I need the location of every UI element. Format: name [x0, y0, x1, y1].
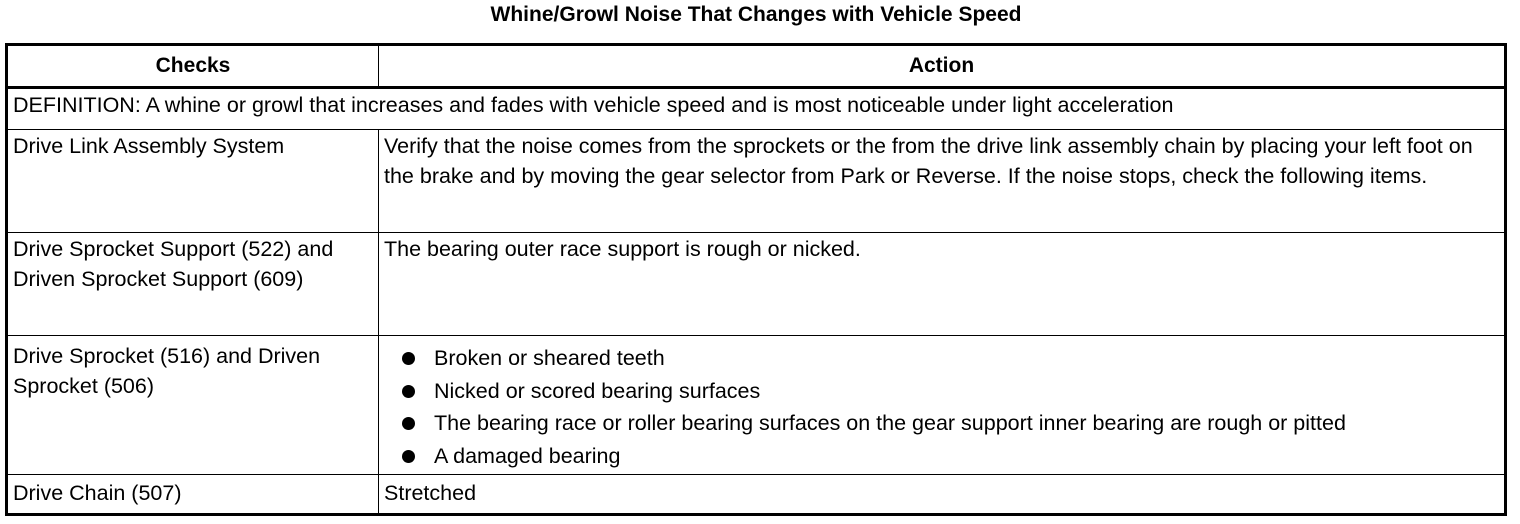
- list-item-text: The bearing race or roller bearing surfaces on the gear support inner bearing are rough or pitted: [434, 411, 1346, 435]
- list-item: [384, 375, 1498, 408]
- table-row: [7, 130, 1506, 233]
- header-checks: Checks: [7, 45, 379, 88]
- check-cell: Drive Sprocket (516) and Driven Sprocket (506): [7, 336, 379, 475]
- action-cell: Stretched: [379, 475, 1506, 515]
- table-header-row: [7, 45, 1506, 88]
- check-cell: Drive Link Assembly System: [7, 130, 379, 233]
- action-cell: [379, 336, 1506, 475]
- table-row: [7, 336, 1506, 475]
- check-cell: Drive Chain (507): [7, 475, 379, 515]
- action-bullet-list: [384, 342, 1498, 472]
- definition-text: DEFINITION: A whine or growl that increases and fades with vehicle speed and is most noticeable under light acceleration: [7, 88, 1506, 130]
- action-cell: Verify that the noise comes from the sprockets or the from the drive link assembly chain by placing your left foot on the brake and by moving the gear selector from Park or Reverse. If the noise stops, check the following items.: [379, 130, 1506, 233]
- list-item: [384, 440, 1498, 473]
- list-item-text: Broken or sheared teeth: [434, 346, 665, 370]
- table-row: [7, 233, 1506, 336]
- action-cell: The bearing outer race support is rough or nicked.: [379, 233, 1506, 336]
- list-item-text: Nicked or scored bearing surfaces: [434, 378, 761, 403]
- list-item-text: A damaged bearing: [434, 443, 621, 468]
- table-row: [7, 475, 1506, 515]
- bullet-icon: [402, 450, 415, 463]
- page-title: Whine/Growl Noise That Changes with Vehicle Speed: [490, 3, 1022, 26]
- definition-row: [7, 88, 1506, 130]
- bullet-icon: [402, 417, 415, 430]
- list-item: [384, 407, 1498, 440]
- bullet-icon: [402, 385, 415, 398]
- diagnostic-table: [5, 43, 1507, 516]
- list-item: [384, 342, 1498, 375]
- header-action: Action: [379, 45, 1506, 88]
- bullet-icon: [402, 352, 415, 365]
- check-cell: Drive Sprocket Support (522) and Driven Sprocket Support (609): [7, 233, 379, 336]
